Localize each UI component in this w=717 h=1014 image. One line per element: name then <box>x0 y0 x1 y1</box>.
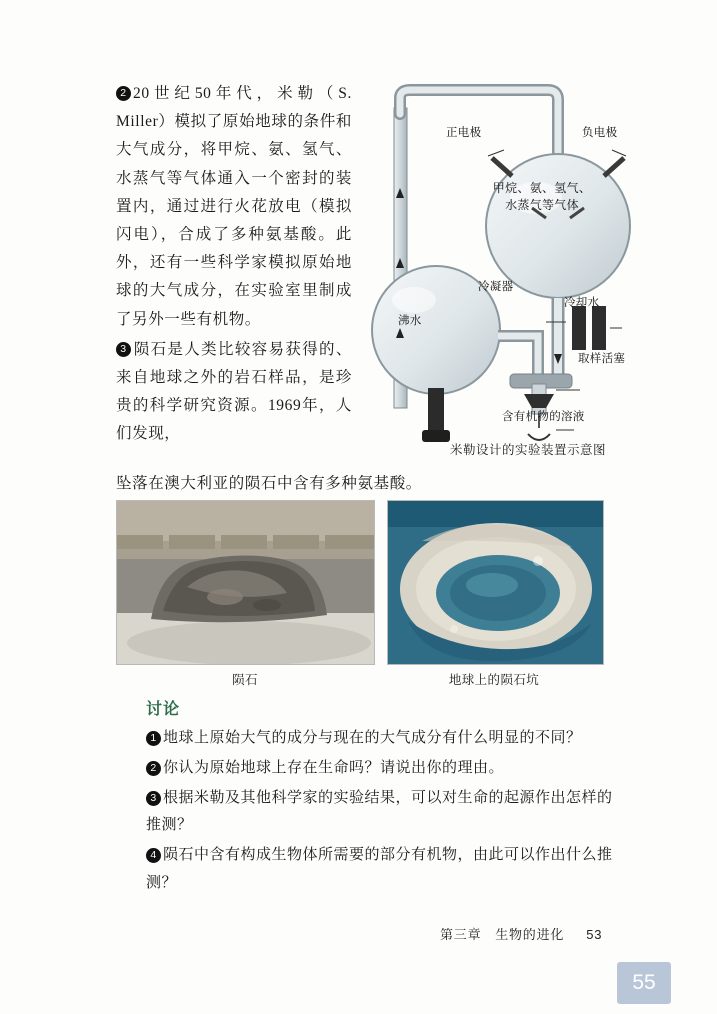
paragraph-2-text: 20世纪50年代，米勒（S. Miller）模拟了原始地球的条件和大气成分，将甲烷、氨、氢气、水蒸气等气体通入一个密封的装置内，通过进行火花放电（模拟闪电），合成了多种氨基酸。此外，还有一些科学家模拟原始地球的大气成分，在实验室里制成了另外一些有机物。 <box>116 85 352 328</box>
label-cooling-water: 冷却水 <box>564 297 600 309</box>
label-sampling-valve: 取样活塞 <box>578 353 626 365</box>
label-negative-electrode: 负电极 <box>582 127 618 139</box>
list-marker: 3 <box>116 342 131 357</box>
discussion-question-2 <box>146 755 626 783</box>
discussion-question-3 <box>146 785 626 841</box>
miller-apparatus-figure <box>360 78 696 468</box>
apparatus-figure-caption: 米勒设计的实验装置示意图 <box>449 443 606 457</box>
photo-row <box>116 500 604 665</box>
footer-chapter: 第三章 生物的进化 <box>440 927 565 942</box>
question-1-text: 地球上原始大气的成分与现在的大气成分有什么明显的不同？ <box>163 730 582 746</box>
question-2-text: 你认为原始地球上存在生命吗？请说出你的理由。 <box>163 759 505 776</box>
list-marker: 1 <box>146 731 161 746</box>
paragraph-3-continuation: 坠落在澳大利亚的陨石中含有多种氨基酸。 <box>116 475 422 492</box>
discussion-section <box>146 696 626 900</box>
label-condenser: 冷凝器 <box>478 281 514 293</box>
label-gas-mixture: 甲烷、氨、氢气、水蒸气等气体 <box>492 181 592 213</box>
meteorite-photo <box>116 500 375 665</box>
paragraph-2 <box>116 80 352 334</box>
page-footer <box>440 924 640 943</box>
label-positive-electrode: 正电极 <box>446 127 482 139</box>
paragraph-3 <box>116 336 352 449</box>
list-marker: 4 <box>146 848 161 863</box>
discussion-question-1 <box>146 725 626 753</box>
discussion-question-4 <box>146 842 626 898</box>
meteorite-photo-caption: 陨石 <box>232 673 258 687</box>
list-marker: 2 <box>116 86 131 101</box>
list-marker: 2 <box>146 761 161 776</box>
meteorite-photo-art <box>117 501 375 664</box>
impact-crater-photo <box>387 500 604 665</box>
question-4-text: 陨石中含有构成生物体所需要的部分有机物，由此可以作出什么推测？ <box>146 847 613 891</box>
label-organic-solution: 含有机物的溶液 <box>502 411 585 423</box>
body-text-column <box>116 80 352 451</box>
crater-photo-art <box>388 501 604 664</box>
corner-page-badge: 55 <box>617 962 671 1004</box>
crater-photo-caption: 地球上的陨石坑 <box>448 673 540 687</box>
list-marker: 3 <box>146 791 161 806</box>
question-3-text: 根据米勒及其他科学家的实验结果，可以对生命的起源作出怎样的推测？ <box>146 789 613 834</box>
discussion-title: 讨论 <box>146 701 181 718</box>
label-boiling-water: 沸水 <box>398 315 422 327</box>
footer-page-number: 53 <box>586 927 603 942</box>
paragraph-3-text: 陨石是人类比较容易获得的、来自地球之外的岩石样品，是珍贵的科学研究资源。1969年，人们发现， <box>116 340 352 443</box>
